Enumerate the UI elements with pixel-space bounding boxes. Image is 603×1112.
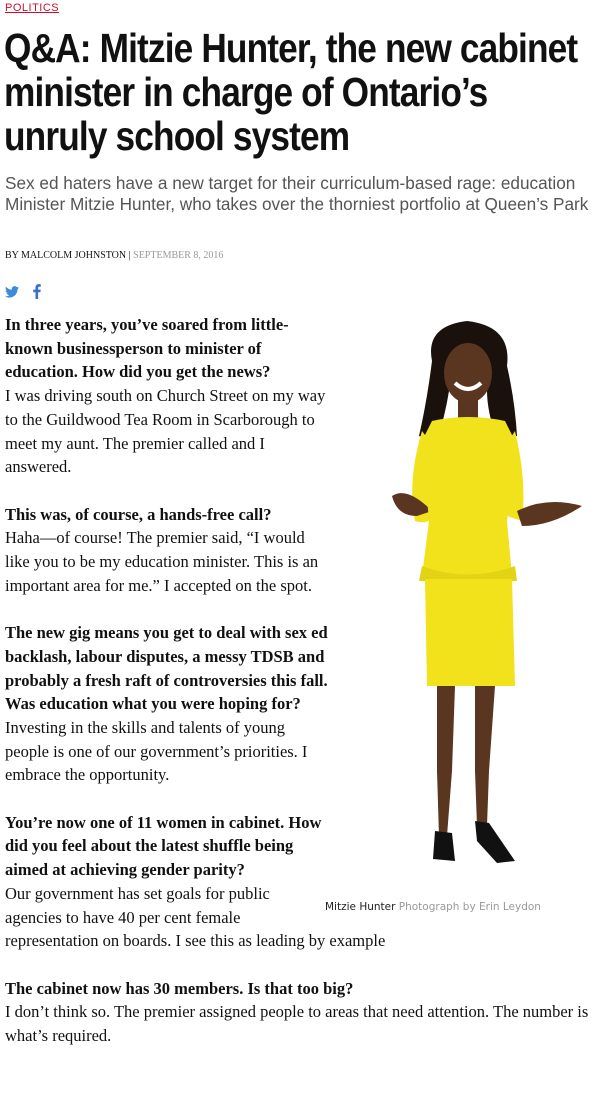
qa-answer: I was driving south on Church Street on my way to the Guildwood Tea Room in Scarborough to meet my aunt. The premier called and I answered. — [5, 386, 326, 477]
qa-question: In three years, you’ve soared from little-known businessperson to minister of education. How did you get the news? — [5, 315, 289, 382]
qa-question: The cabinet now has 30 members. Is that too big? — [5, 978, 354, 998]
headline — [4, 25, 578, 159]
share-bar — [5, 284, 41, 299]
photo-caption — [325, 896, 595, 920]
qa-question: The new gig means you get to deal with sex ed backlash, labour disputes, a messy TDSB and probably a fresh raft of controversies this fall. Was education what you were hoping for? — [5, 623, 328, 714]
headline-text: Q&A: Mitzie Hunter, the new cabinet minister in charge of Ontario’s unruly school system — [4, 25, 578, 159]
byline-separator: | — [128, 250, 131, 261]
caption-credit: Photograph by Erin Leydon — [398, 901, 541, 913]
byline — [5, 250, 223, 261]
category-link[interactable]: POLITICS — [5, 2, 60, 14]
caption-name: Mitzie Hunter — [325, 901, 396, 913]
portrait-photo — [337, 321, 597, 891]
article-dek: Sex ed haters have a new target for their curriculum-based rage: education Minister Mitzie Hunter, who takes over the thorniest portfolio at Queen’s Park — [5, 173, 589, 214]
twitter-icon[interactable] — [5, 286, 19, 298]
qa-answer: Our government has set goals for public agencies to have 40 per cent female representation on boards. I see this as leading by example — [5, 883, 386, 951]
article-body — [5, 313, 597, 1071]
article-figure — [325, 321, 597, 913]
qa-answer: I don’t think so. The premier assigned people to areas that need attention. The number is what’s required. — [5, 1002, 589, 1046]
qa-answer: Investing in the skills and talents of young people is one of our government’s priorities. I embrace the opportunity. — [5, 717, 308, 785]
qa-answer: Haha—of course! The premier said, “I would like you to be my education minister. This is an important area for me.” I accepted on the spot. — [5, 528, 319, 595]
byline-author[interactable]: BY MALCOLM JOHNSTON — [5, 250, 127, 261]
facebook-icon[interactable] — [33, 284, 41, 299]
qa-question: You’re now one of 11 women in cabinet. How did you feel about the latest shuffle being aimed at achieving gender parity? — [5, 812, 322, 880]
qa-item — [5, 977, 597, 1048]
byline-date: SEPTEMBER 8, 2016 — [133, 250, 224, 261]
qa-question: This was, of course, a hands-free call? — [5, 504, 272, 524]
